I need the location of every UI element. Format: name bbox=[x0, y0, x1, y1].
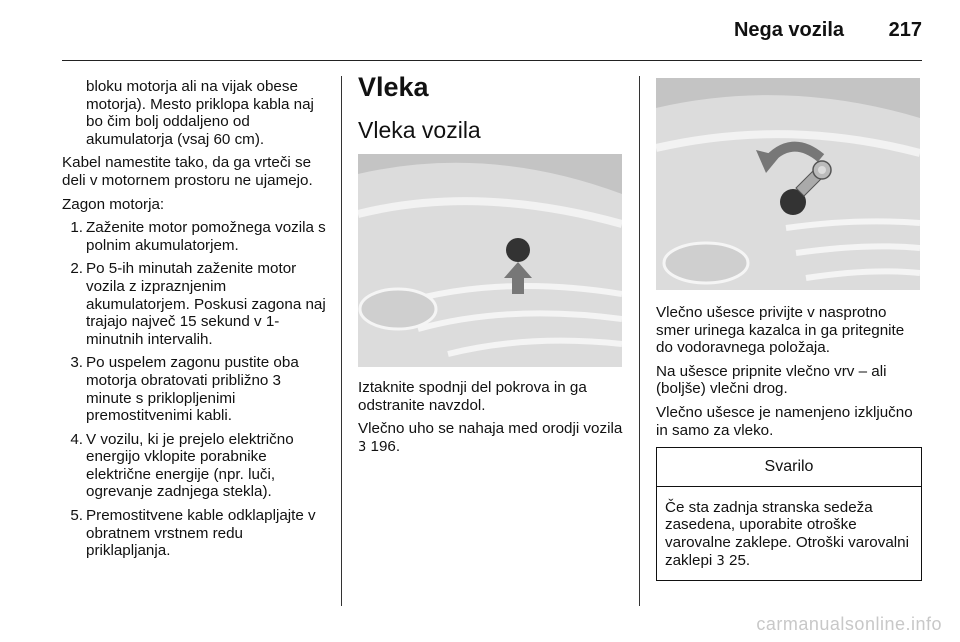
warning-title: Svarilo bbox=[657, 448, 921, 487]
warning-text: Če sta zadnja stranska sedeža zasedena, uporabite otroške varovalne zaklepe. Otroški varovalni zaklepi bbox=[665, 498, 909, 569]
remove-cover-paragraph: Iztaknite spodnji del pokrova in ga odstranite navzdol. bbox=[358, 379, 587, 414]
watermark: carmanualsonline.info bbox=[756, 614, 942, 634]
step-number: 5. bbox=[70, 507, 83, 525]
warning-page-ref: 25. bbox=[729, 551, 751, 569]
step-number: 2. bbox=[70, 260, 83, 278]
column-right bbox=[656, 78, 922, 581]
list-item bbox=[62, 354, 327, 424]
column-divider-right bbox=[639, 76, 640, 606]
step-text: Zaženite motor pomožnega vozila s polnim akumulatorjem. bbox=[86, 219, 326, 254]
attach-rope-paragraph: Na ušesce pripnite vlečno vrv – ali (boljše) vlečni drog. bbox=[656, 362, 887, 398]
step-text: Po uspelem zagonu pustite oba motorja obratovati približno 3 minute s priklopljenimi premostitvenimi kabli. bbox=[86, 354, 299, 425]
warning-box bbox=[656, 447, 922, 581]
warning-body bbox=[657, 487, 921, 580]
bumper-cover-illustration bbox=[358, 154, 622, 367]
page-ref-arrow-icon: 3 bbox=[716, 553, 725, 569]
page-number: 217 bbox=[888, 19, 922, 41]
header-title: Nega vozila bbox=[733, 19, 844, 41]
start-steps-list bbox=[62, 219, 327, 560]
step-number: 4. bbox=[70, 430, 83, 448]
tow-eye-location-text: Vlečno uho se nahaja med orodji vozila bbox=[358, 420, 623, 438]
subsection-heading: Vleka vozila bbox=[358, 117, 481, 143]
cable-paragraph: Kabel namestite tako, da ga vrteči se deli v motornem prostoru ne ujamejo. bbox=[62, 154, 313, 189]
tow-eye-location-paragraph bbox=[358, 420, 623, 456]
list-item bbox=[62, 431, 327, 501]
start-heading-text: Zagon motorja: bbox=[62, 195, 165, 213]
step-number: 1. bbox=[70, 219, 83, 237]
step-number: 3. bbox=[70, 354, 83, 372]
column-middle bbox=[358, 70, 623, 462]
page-ref-arrow-icon: 3 bbox=[358, 439, 367, 455]
step-text: Po 5-ih minutah zaženite motor vozila z izpraznjenim akumulatorjem. Poskusi zagona naj trajajo največ 15 sekund v 1-minutnih intervalih. bbox=[86, 260, 326, 348]
column-divider-left bbox=[341, 76, 342, 606]
page-header bbox=[62, 0, 922, 61]
list-item bbox=[62, 507, 327, 560]
screw-tow-eye-paragraph: Vlečno ušesce privijte v nasprotno smer urinega kazalca in ga pritegnite do vodoravnega položaja. bbox=[656, 304, 905, 357]
tow-eye-illustration bbox=[656, 78, 920, 290]
tow-eye-page-ref: 196. bbox=[370, 437, 401, 455]
continuation-text: bloku motorja ali na vijak obese motorja). Mesto priklopa kabla naj bo čim bolj oddaljeno od akumulatorja (vsaj 60 cm). bbox=[86, 78, 314, 148]
list-item bbox=[62, 219, 327, 254]
step-text: Premostitvene kable odklapljajte v obratnem vrstnem redu priklapljanja. bbox=[86, 507, 316, 560]
step-text: V vozilu, ki je prejelo električno energijo vklopite porabnike električne energije (npr. luči, ogrevanje zadnjega stekla). bbox=[86, 430, 294, 501]
section-heading: Vleka bbox=[358, 72, 429, 102]
column-left bbox=[62, 78, 327, 566]
list-item bbox=[62, 260, 327, 348]
tow-only-paragraph: Vlečno ušesce je namenjeno izključno in samo za vleko. bbox=[656, 403, 913, 439]
